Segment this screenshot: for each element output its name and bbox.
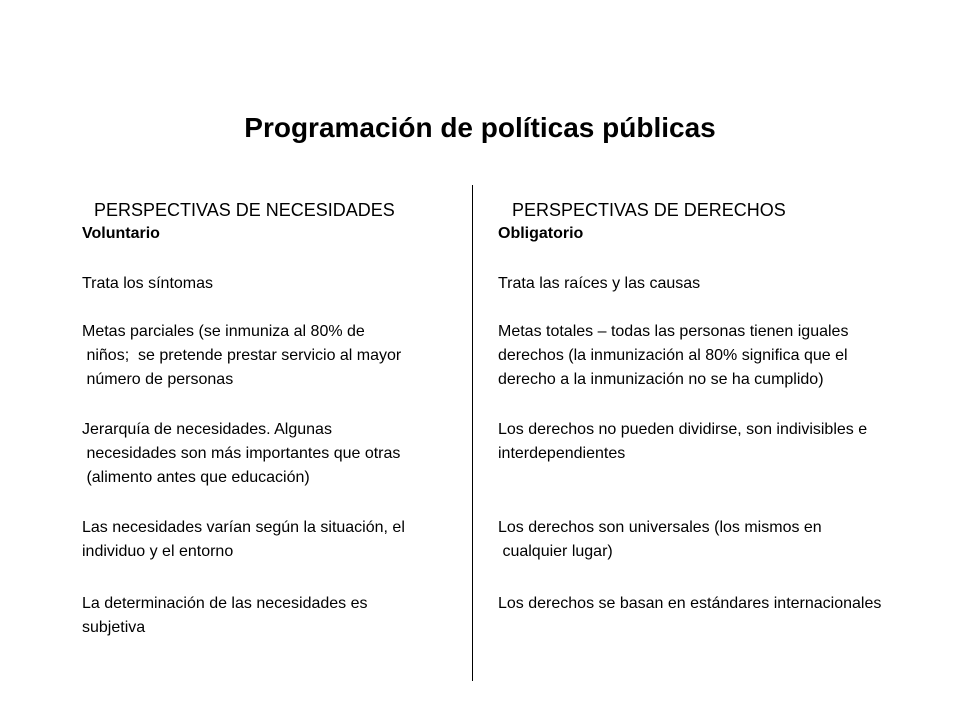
needs-item-line: Voluntario bbox=[82, 225, 160, 242]
needs-perspective-header: PERSPECTIVAS DE NECESIDADES bbox=[94, 200, 395, 220]
rights-item-mandatory bbox=[498, 222, 583, 246]
needs-item-line: necesidades son más importantes que otras bbox=[82, 445, 401, 462]
needs-item-hierarchy bbox=[82, 418, 400, 490]
needs-item-voluntary bbox=[82, 222, 160, 246]
rights-item-line: Trata las raíces y las causas bbox=[498, 275, 701, 292]
needs-item-line: Jerarquía de necesidades. Algunas bbox=[82, 421, 332, 438]
rights-item-line: cualquier lugar) bbox=[498, 543, 613, 560]
rights-item-line: interdependientes bbox=[498, 445, 626, 462]
needs-item-line: número de personas bbox=[82, 371, 234, 388]
rights-item-line: Los derechos son universales (los mismos en bbox=[498, 519, 822, 536]
needs-item-line: Trata los síntomas bbox=[82, 275, 214, 292]
needs-item-symptoms bbox=[82, 272, 213, 296]
needs-item-varies bbox=[82, 516, 405, 564]
rights-item-roots bbox=[498, 272, 700, 296]
rights-item-line: Los derechos no pueden dividirse, son indivisibles e bbox=[498, 421, 868, 438]
rights-perspective-column bbox=[498, 198, 958, 612]
needs-item-line: individuo y el entorno bbox=[82, 543, 234, 560]
page-title: Programación de políticas públicas bbox=[244, 112, 716, 143]
needs-item-line: (alimento antes que educación) bbox=[82, 469, 310, 486]
needs-item-subjective bbox=[82, 592, 368, 640]
needs-item-line: subjetiva bbox=[82, 619, 146, 636]
needs-item-line: La determinación de las necesidades es bbox=[82, 595, 368, 612]
rights-item-line: derecho a la inmunización no se ha cumplido) bbox=[498, 371, 824, 388]
rights-item-line: Obligatorio bbox=[498, 225, 584, 242]
needs-item-line: Las necesidades varían según la situación, el bbox=[82, 519, 405, 536]
rights-item-indivisible bbox=[498, 418, 867, 466]
rights-item-line: derechos (la inmunización al 80% significa que el bbox=[498, 347, 848, 364]
needs-item-partial-goals bbox=[82, 320, 401, 392]
needs-item-line: Metas parciales (se inmuniza al 80% de bbox=[82, 323, 365, 340]
rights-item-standards bbox=[498, 592, 881, 616]
needs-perspective-column bbox=[82, 198, 467, 636]
rights-item-line: Los derechos se basan en estándares internacionales bbox=[498, 595, 882, 612]
rights-item-universal bbox=[498, 516, 822, 564]
needs-item-line: niños; se pretende prestar servicio al mayor bbox=[82, 347, 402, 364]
rights-perspective-header: PERSPECTIVAS DE DERECHOS bbox=[512, 200, 786, 220]
rights-item-total-goals bbox=[498, 320, 848, 392]
rights-item-line: Metas totales – todas las personas tienen iguales bbox=[498, 323, 849, 340]
column-divider bbox=[472, 185, 473, 681]
